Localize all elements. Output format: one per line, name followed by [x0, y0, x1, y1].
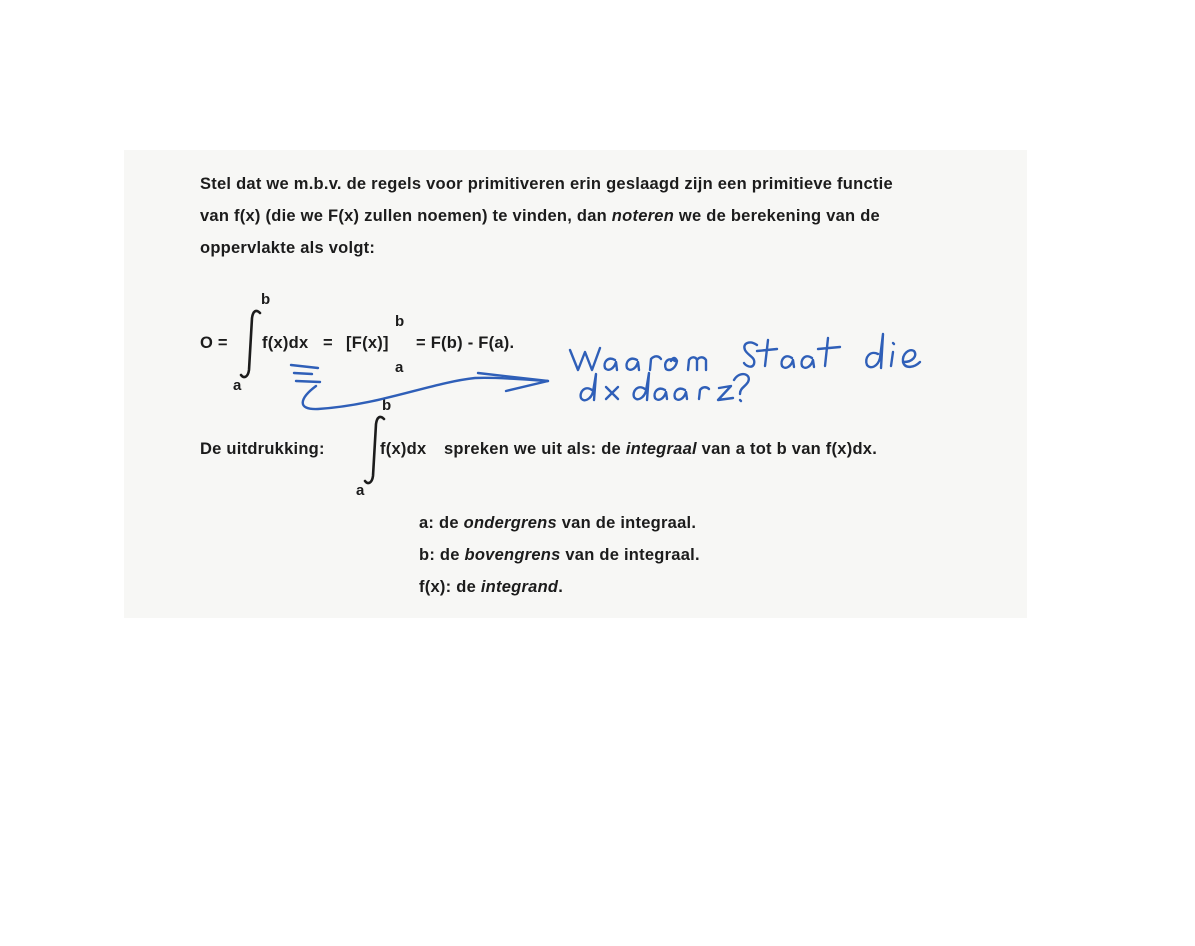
paragraph-line-2-start: van f(x) (die we F(x) zullen noemen) te vinden, dan [200, 207, 612, 225]
paragraph-line-1: Stel dat we m.b.v. de regels voor primitiveren erin geslaagd zijn een primitieve functie [200, 175, 893, 193]
integral-sign-icon [238, 308, 264, 380]
expression-upper-limit: b [382, 397, 392, 414]
definition-bovengrens [419, 545, 700, 565]
bracket-lower-limit: a [395, 359, 404, 376]
definition-integrand [419, 577, 563, 597]
expression-label: De uitdrukking: [200, 440, 325, 458]
formula-rhs: = F(b) - F(a). [416, 334, 515, 352]
paragraph-line-2 [200, 206, 880, 226]
definition-prefix: b: de [419, 546, 465, 564]
definition-term: bovengrens [464, 546, 561, 564]
expression-text-start: spreken we uit als: de [444, 440, 626, 458]
expression-text [444, 439, 877, 459]
paragraph-line-2-end: we de berekening van de [674, 207, 880, 225]
definition-suffix: van de integraal. [560, 546, 700, 564]
formula-bracket: [F(x)] [346, 334, 389, 352]
expression-integrand: f(x)dx [380, 440, 427, 458]
definition-term: integrand [480, 578, 559, 596]
term-integraal: integraal [625, 440, 697, 458]
bracket-upper-limit: b [395, 313, 405, 330]
formula-equals: = [323, 334, 333, 352]
term-noteren: noteren [611, 207, 675, 225]
expression-lower-limit: a [356, 482, 365, 499]
definition-ondergrens [419, 513, 696, 533]
definition-prefix: a: de [419, 514, 464, 532]
definition-suffix: van de integraal. [556, 514, 697, 532]
integral-upper-limit: b [261, 291, 271, 308]
formula-lhs: O = [200, 334, 228, 352]
integral-lower-limit: a [233, 377, 242, 394]
formula-integrand: f(x)dx [262, 334, 309, 352]
expression-text-end: van a tot b van f(x)dx. [696, 440, 878, 458]
definition-suffix: . [558, 578, 564, 596]
definition-term: ondergrens [463, 514, 557, 532]
paragraph-line-3: oppervlakte als volgt: [200, 239, 376, 257]
definition-prefix: f(x): de [419, 578, 481, 596]
